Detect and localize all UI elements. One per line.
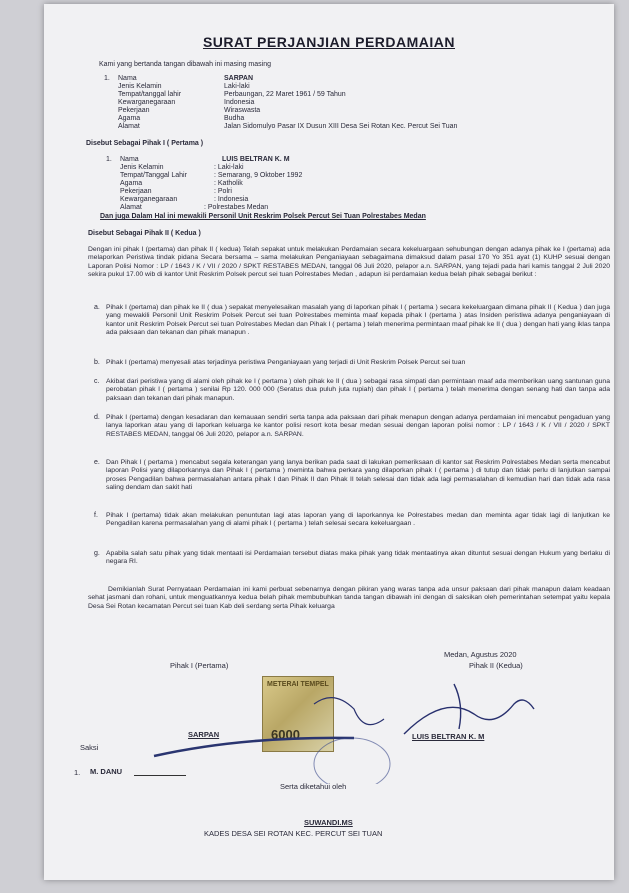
party2-key: Kewarganegaraan bbox=[120, 196, 178, 203]
knowledge-label: Serta diketahui oleh bbox=[280, 782, 347, 791]
point-letter: b. bbox=[94, 359, 100, 366]
party1-value: Laki-laki bbox=[224, 83, 250, 90]
headman-title: KADES DESA SEI ROTAN KEC. PERCUT SEI TUAN bbox=[204, 829, 383, 838]
letter-title: SURAT PERJANJIAN PERDAMAIAN bbox=[202, 34, 456, 50]
point-text: Pihak I (pertama) tidak akan melakukan penuntutan lagi atas laporan yang di laporkannya ke Polrestabes medan dan meminta agar tidak lagi di lanjutkan ke Pengadilan karena permasalahan yang di alami pihak I ( pertama ) telah selesai secara kekeluargaan . bbox=[106, 512, 610, 528]
point-text: Apabila salah satu pihak yang tidak mentaati isi Perdamaian tersebut diatas maka pihak yang tidak mentaatinya akan dituntut sesuai dengan Hukum yang berlaku di negara RI. bbox=[106, 550, 610, 566]
party1-value: Budha bbox=[224, 115, 245, 122]
point-letter: d. bbox=[94, 414, 100, 421]
point-text: Pihak I (pertama) dan pihak ke II ( dua ) sepakat menyelesaikan masalah yang di laporkan pihak I ( pertama ) secara kekeluargaan dimana pihak II ( Kedua ) dan juga yang mewakili Personil Unit Reskrim Polsek Percut sei tuan Polrestabes meminta maaf kepada pihak I (pertama ) atas Insiden peristiwa adanya penganiayaan di kantor unit Reskrim Polsek Percut sei tuan Polrestabes Medan dan Pihak I ( pertama ) telah menerima permintaan maaf pihak ke II ( dua ) dengan hati yang iklas tanpa ada paksaan dan tekanan dan pihak manapun . bbox=[106, 304, 610, 336]
point-letter: c. bbox=[94, 378, 100, 385]
party2-key: Agama bbox=[120, 180, 143, 187]
point-letter: e. bbox=[94, 459, 100, 466]
witness-name: M. DANU bbox=[90, 767, 123, 776]
point-letter: a. bbox=[94, 304, 100, 311]
party2-key: Alamat bbox=[120, 204, 142, 211]
party2-value: : Indonesia bbox=[214, 196, 249, 203]
witness-line bbox=[134, 775, 186, 776]
party1-value: Wiraswasta bbox=[224, 107, 261, 114]
party2-value: : Laki-laki bbox=[214, 164, 244, 171]
party2-key: Tempat/Tanggal Lahir bbox=[120, 172, 187, 179]
point-letter: g. bbox=[94, 550, 100, 557]
party2-key: Pekerjaan bbox=[120, 188, 152, 195]
point-text: Pihak I (pertama) dengan kesadaran dan kemauaan sendiri serta tanpa ada paksaan dari pihak menapun dengan adanya perdamaian ini mencabut pengaduan yang lanya laporkan atau yang di laporkan keluarga ke kantor polisi resort kota besar medan sesuai dengan laporan polisi nomor : LP / 1643 / K / VII / 2020 / SPKT RESTABES MEDAN, tanggal 06 Juli 2020, pelapor a.n. SARPAN. bbox=[106, 414, 610, 438]
party2-name: LUIS BELTRAN K. M bbox=[222, 156, 290, 163]
stamp-value: 6000 bbox=[271, 727, 300, 742]
point-letter: f. bbox=[94, 512, 98, 519]
party1-key: Nama bbox=[118, 75, 137, 82]
letter-page bbox=[44, 4, 614, 880]
party2-value: : Polri bbox=[214, 188, 232, 195]
party1-key: Kewarganegaraan bbox=[118, 99, 176, 106]
signature-stroke bbox=[454, 684, 461, 729]
party1-key: Agama bbox=[118, 115, 141, 122]
party1-sign-name: SARPAN bbox=[188, 730, 220, 739]
witness-label: Saksi bbox=[80, 743, 99, 752]
stamp-label: METERAI TEMPEL bbox=[267, 681, 329, 688]
party2-label: Disebut Sebagai Pihak II ( Kedua ) bbox=[88, 230, 201, 237]
party1-value: Perbaungan, 22 Maret 1961 / 59 Tahun bbox=[224, 91, 346, 98]
party1-key: Tempat/tanggal lahir bbox=[118, 91, 182, 98]
party1-value: Indonesia bbox=[224, 99, 255, 106]
party1-label: Disebut Sebagai Pihak I ( Pertama ) bbox=[86, 140, 204, 147]
party1-key: Alamat bbox=[118, 123, 140, 130]
point-text: Akibat dari peristiwa yang di alami oleh pihak ke I ( pertama ) oleh pihak ke II ( dua ) sebagai rasa simpati dan permintaan maaf ada memberikan uang santunan guna perobatan pihak I ( pertama ) senilai Rp 120. 000 000 (Seratus dua puluh juta rupiah) dan pihak I ( pertama ) telah menerima dengan senang hati dan tanpa ada paksaan dan tekanan dari pihak manapun. bbox=[106, 378, 610, 402]
party2-represent: Dan juga Dalam Hal ini mewakili Personil Unit Reskrim Polsek Percut Sei Tuan Polrestabes Medan bbox=[100, 213, 426, 220]
party2-sign-label: Pihak II (Kedua) bbox=[469, 661, 523, 670]
party1-key: Jenis Kelamin bbox=[118, 83, 162, 90]
point-text: Pihak I (pertama) menyesali atas terjadinya peristiwa Penganiayaan yang terjadi di Unit Reskrim Polsek Percut sei tuan bbox=[106, 359, 466, 366]
witness-number: 1. bbox=[74, 768, 81, 777]
party1-signature bbox=[314, 698, 384, 725]
intro-text: Kami yang bertanda tangan dibawah ini masing masing bbox=[99, 61, 271, 68]
party2-number: 1. bbox=[106, 156, 112, 163]
closing-paragraph: Demikianlah Surat Pernyataan Perdamaian ini kami perbuat sebenarnya dengan pikiran yang waras tanpa ada unsur paksaan dari pihak manapun dalam keadaan sehat jasmani dan rohani, untuk menguatkannya kedua belah pihak membubuhkan tanda tangan dibawah ini dengan di saksikan oleh pemerintahan setempat yaitu kepala Desa Sei Rotan kecamatan Percut sei tuan Kab deli serdang serta Pihak keluarga bbox=[88, 586, 610, 610]
party1-value: Jalan Sidomulyo Pasar IX Dusun XIII Desa Sei Rotan Kec. Percut Sei Tuan bbox=[224, 123, 458, 130]
point-text: Dan Pihak I ( pertama ) mencabut segala keterangan yang lanya berikan pada saat di lakukan pemeriksaan di kantor sat Reskrim Polrestabes Medan serta mencabut laporan Polisi yang dilaporkannya dan Pihak I ( pertama ) meminta bahwa perkara yang dilaporkan pihak I ( pertama ) di tutup dan tidak perlu di lanjutkan sampai proses Pengadilan bahwa permasalahan antara pihak I dan Pihak II dan Pihak II telah selesai dan tidak ada lagi permasalahan di kemudian hari dan tidak ada rasa saling dendam dan sakit hati bbox=[106, 459, 610, 491]
party1-sign-label: Pihak I (Pertama) bbox=[170, 661, 229, 670]
party1-key: Pekerjaan bbox=[118, 107, 150, 114]
party1-name: SARPAN bbox=[224, 75, 254, 82]
village-seal bbox=[314, 738, 390, 784]
party2-sign-name: LUIS BELTRAN K. M bbox=[412, 732, 485, 741]
pen-signatures bbox=[134, 664, 574, 784]
place-date: Medan, Agustus 2020 bbox=[444, 650, 517, 659]
party2-key: Nama bbox=[120, 156, 139, 163]
party2-value: : Katholik bbox=[214, 180, 243, 187]
party2-key: Jenis Kelamin bbox=[120, 164, 164, 171]
party2-value: : Polrestabes Medan bbox=[204, 204, 269, 211]
party1-number: 1. bbox=[104, 75, 110, 82]
agreement-intro: Dengan ini pihak I (pertama) dan pihak II ( kedua) Telah sepakat untuk melakukan Perdamaian secara kekeluargaan sehubungan dengan adanya pihak ke I (pertama) ada melaporkan Peristiwa tindak pidana Secara bersama – sama melakukan Penganiayaan sebagaimana dimaksud dalam pasal 170 Yo 351 ayat (1) KUHP sesuai dengan Laporan Polisi Nomor : LP / 1643 / K / VII / 2020 / SPKT RESTABES MEDAN, tanggal 06 Juli 2020, pelapor a.n. SARPAN, yang tejadi pada hari kamis tanggal 2 Juli 2020 sekira pukul 17.00 wib di kantor Unit Reskrim Polsek percut sei tuan Polrestabes Medan , adapun isi perdamaian kedua belah pihak sebagai berikut : bbox=[88, 246, 610, 278]
party2-signature bbox=[404, 700, 534, 734]
headman-name: SUWANDI.MS bbox=[304, 818, 353, 827]
party2-value: : Semarang, 9 Oktober 1992 bbox=[214, 172, 303, 179]
